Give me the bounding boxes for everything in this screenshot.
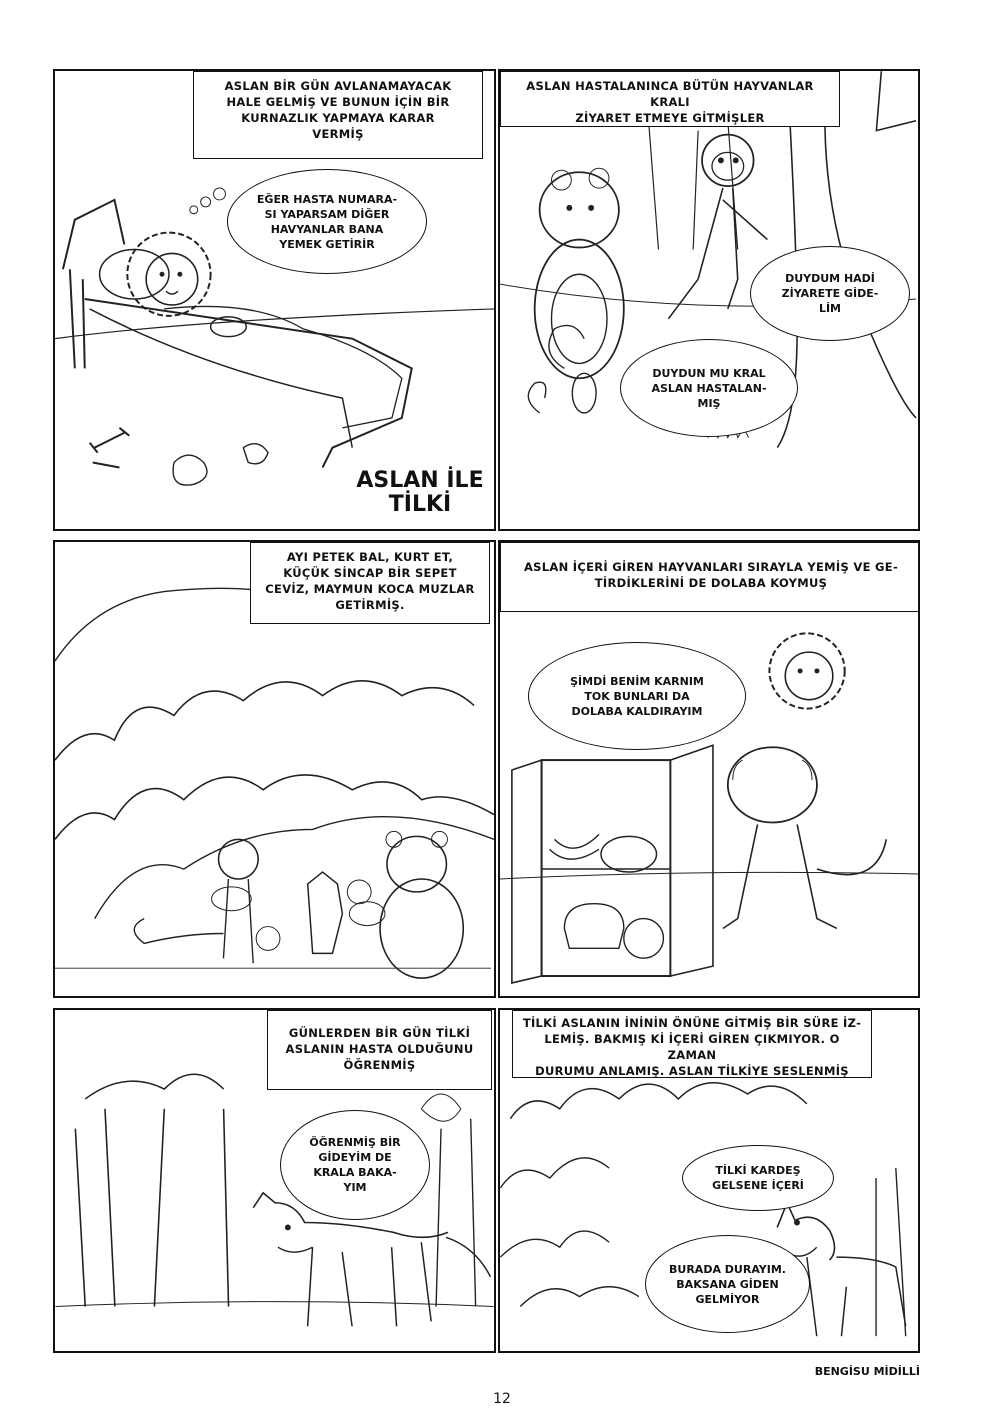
panel-3	[53, 540, 496, 998]
speech-bubble-fox: BURADA DURAYIM. BAKSANA GİDEN GELMİYOR	[645, 1235, 810, 1333]
speech-bubble-squirrel: DUYDUN MU KRAL ASLAN HASTALAN- MIŞ	[620, 339, 798, 437]
story-title: ASLAN İLE TİLKİ	[356, 468, 484, 517]
speech-bubble-lion: ŞİMDİ BENİM KARNIM TOK BUNLARI DA DOLABA KALDIRAYIM	[528, 642, 746, 750]
speech-bubble-lion: TİLKİ KARDEŞ GELSENE İÇERİ	[682, 1145, 834, 1211]
author-credit: BENGİSU MİDİLLİ	[814, 1365, 920, 1378]
page-number: 12	[493, 1391, 511, 1407]
caption-box: ASLAN HASTALANINCA BÜTÜN HAYVANLAR KRALI ZİYARET ETMEYE GİTMİŞLER	[500, 71, 840, 127]
panel-6	[498, 1008, 920, 1353]
caption-box: ASLAN BİR GÜN AVLANAMAYACAK HALE GELMİŞ VE BUNUN İÇİN BİR KURNAZLIK YAPMAYA KARAR VERMİŞ	[193, 71, 483, 159]
thought-bubble: EĞER HASTA NUMARA- SI YAPARSAM DİĞER HAVYANLAR BANA YEMEK GETİRİR	[227, 169, 427, 274]
panel-2	[498, 69, 920, 531]
caption-box: ASLAN İÇERİ GİREN HAYVANLARI SIRAYLA YEMİŞ VE GE- TİRDİKLERİNİ DE DOLABA KOYMUŞ	[500, 542, 920, 612]
speech-bubble-fox: ÖĞRENMİŞ BİR GİDEYİM DE KRALA BAKA- YIM	[280, 1110, 430, 1220]
caption-box: AYI PETEK BAL, KURT ET, KÜÇÜK SİNCAP BİR SEPET CEVİZ, MAYMUN KOCA MUZLAR GETİRMİŞ.	[250, 542, 490, 624]
caption-box: TİLKİ ASLANIN İNİNİN ÖNÜNE GİTMİŞ BİR SÜRE İZ- LEMİŞ. BAKMIŞ Kİ İÇERİ GİREN ÇIKMIYOR. O ZAMAN DURUMU ANLAMIŞ. ASLAN TİLKİYE SESLENMİŞ	[512, 1010, 872, 1078]
panel-4	[498, 540, 920, 998]
panel-1	[53, 69, 496, 531]
speech-bubble-monkey: DUYDUM HADİ ZİYARETE GİDE- LİM	[750, 246, 910, 341]
caption-box: GÜNLERDEN BİR GÜN TİLKİ ASLANIN HASTA OLDUĞUNU ÖĞRENMİŞ	[267, 1010, 492, 1090]
panel-5	[53, 1008, 496, 1353]
